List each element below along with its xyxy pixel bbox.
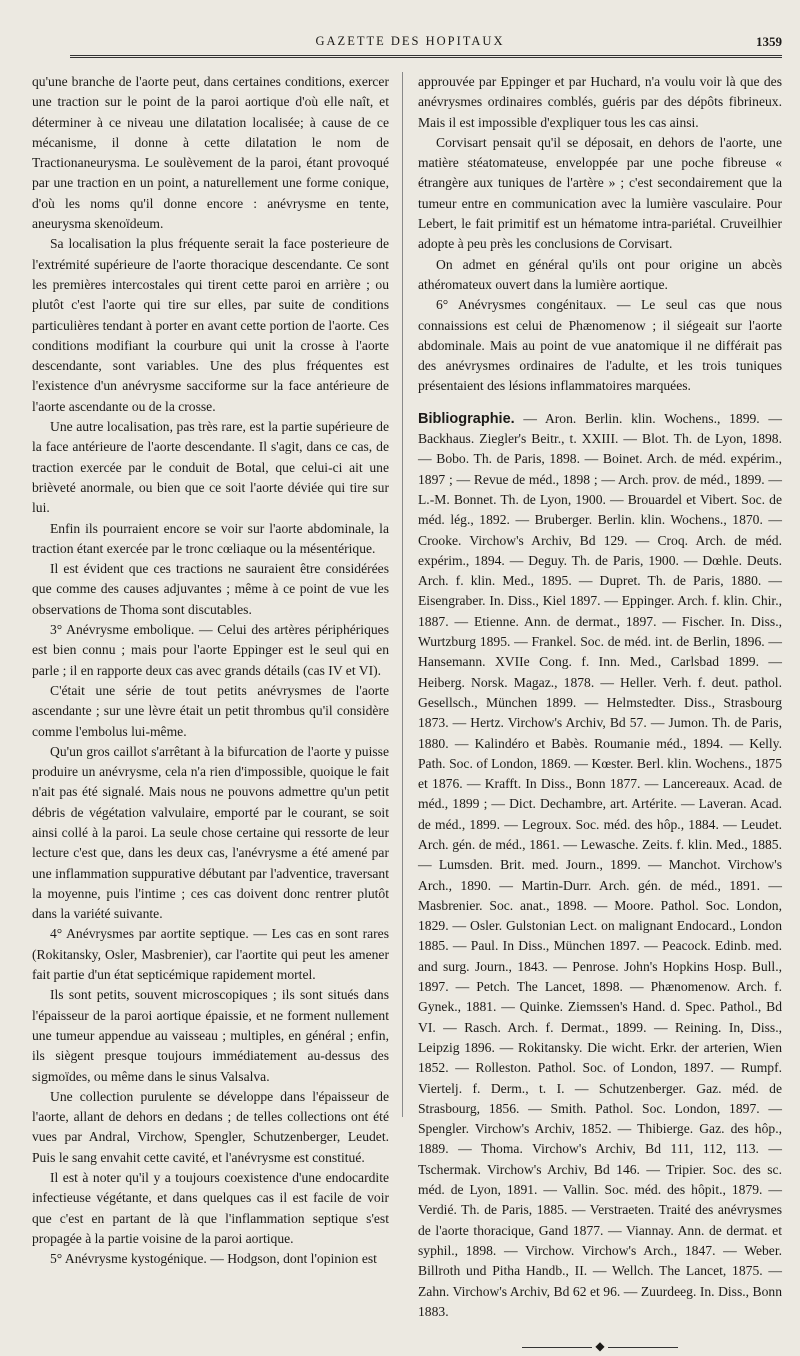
paragraph: 3° Anévrysme embolique. — Celui des artères périphériques est bien connu ; mais pour l'aorte Eppinger est le seul qui en parle ; il en rapporte deux cas avec grands détails (cas IV et VI). [32,622,389,678]
paragraph: Une autre localisation, pas très rare, est la partie supérieure de la face antérieure de l'aorte descendante. Il s'agit, dans ce cas, de traction exercée par le conduit de Botal, que celui-ci ait une brièveté anormale, ou bien que ce soit l'aorte déviée qui tire sur lui. [32,419,389,516]
paragraph: On admet en général qu'ils ont pour origine un abcès athéromateux ouvert dans la lumière aortique. [418,256,782,292]
paragraph: C'était une série de tout petits anévrysmes de l'aorte ascendante ; sur une lèvre était un petit thrombus qu'il considère comme l'embolus lui-même. [32,682,389,739]
paragraph: Il est à noter qu'il y a toujours coexistence d'une endocardite infectieuse végétante, et dans quelques cas il est facile de voir que c'est en partant de là que l'inflammation septique s'est propagée à la partie voisine de la paroi aortique. [32,1170,389,1246]
paragraph: Ils sont petits, souvent microscopiques ; ils sont situés dans l'épaisseur de la paroi aortique épaissie, et ne forment nullement une tumeur appendue au vaisseau ; multiples, en général ; enfin, ils siègent presque toujours immédiatement au-dessus des sigmoïdes, ou même dans le sinus Valsalva. [32,987,389,1084]
right-column [418,72,782,1356]
header-rule [70,57,782,58]
paragraph: Corvisart pensait qu'il se déposait, en dehors de l'aorte, une matière stéatomateuse, enveloppée par une poche fibreuse « étrangère aux tuniques de l'artère » ; c'est secondairement que la tumeur entre en communication avec la lumière vasculaire. Pour Lebert, le fait primitif est un hématome intra-pariétal. Cruveilhier adopte à peu près les conclusions de Corvisart. [418,134,782,252]
paragraph: Enfin ils pourraient encore se voir sur l'aorte abdominale, la traction étant exercée par le tronc cœliaque ou la mésentérique. [32,520,389,556]
paragraph: Une collection purulente se développe dans l'épaisseur de l'aorte, allant de dehors en dedans ; de telles collections ont été vues par Andral, Virchow, Spengler, Schutzenberger, Leudet. Puis le sang envahit cette cavité, et l'anévrysme est constitué. [32,1088,389,1165]
bibliography-entries: — Aron. Berlin. klin. Wochens., 1899. — Backhaus. Ziegler's Beitr., t. XXIII. — Blot. Th. de Lyon, 1898. — Bobo. Th. de Paris, 1898. — Boinet. Arch. de méd. expérim., 1897 ; — Revue de méd., 1898 ; — Arch. prov. de méd., 1899. — L.-M. Bonnet. Th. de Lyon, 1900. — Brouardel et Vibert. Soc. de méd. lég., 1892. — Bruberger. Berlin. klin. Wochens., 1870. — Crooke. Virchow's Archiv, Bd 129. — Croq. Arch. de méd. expérim., 1894. — Deguy. Th. de Paris, 1900. — Dœhle. Deuts. Arch. f. klin. Med., 1895. — Dupret. Th. de Paris, 1880. — Eisengraber. In. Diss., Kiel 1897. — Eppinger. Arch. f. klin. Chir., 1887. — Etienne. Ann. de dermat., 1897. — Fischer. In. Diss., Wurtzburg 1895. — Frankel. Soc. de méd. int. de Berlin, 1896. — Hansemann. XVIIe Cong. f. Inn. Med., Carlsbad 1899. — Heiberg. Norsk. Magaz., 1878. — Heller. Verh. f. deut. pathol. Gesellsch., München 1899. — Helmstedter. Diss., Strasbourg 1873. — Hertz. Virchow's Archiv, Bd 57. — Jumon. Th. de Paris, 1880. — Kalindéro et Babès. Roumanie méd., 1894. — Kelly. Path. Soc. of London, 1869. — Kœster. Berl. klin. Wochens., 1875 et 1876. — Krafft. In Diss., Bonn 1877. — Lancereaux. Acad. de méd., 1899 ; — Dict. Dechambre, art. Artérite. — Laveran. Acad. de méd., 1899. — Legroux. Soc. méd. des hôp., 1884. — Leudet. Arch. gén. de méd., 1861. — Lewasche. Zeits. f. klin. Med., 1885. — Lumsden. Brit. med. Journ., 1899. — Manchot. Virchow's Arch., 1890. — Martin-Durr. Arch. gén. de méd., 1891. — Masbrenier. Soc. anat., 1898. — Moore. Pathol. Soc. London, 1829. — Osler. Gulstonian Lect. on malignant Endocard., London 1885. — Paul. In Diss., München 1897. — Peacock. Edinb. med. and surg. Journ., 1843. — Penrose. John's Hopkins Hosp. Bull., 1897. — Petch. The Lancet, 1898. — Phænomenow. Arch. f. Gynek., 1881. — Quinke. Ziemssen's Hand. d. Spec. Pathol., Bd VI. — Rasch. Arch. f. Dermat., 1899. — Reining. In, Diss., Leipzig 1896. — Rokitansky. Die wicht. Erkr. der arterien, Wien 1852. — Rolleston. Pathol. Soc. of London, 1897. — Rumpf. Viertelj. f. Derm., t. I. — Schutzenberger. Gaz. méd. de Strasbourg, 1856. — Smith. Pathol. Soc. London, 1897. — Spengler. Virchow's Archiv, 1852. — Thibierge. Gaz. des hôp., 1889. — Thoma. Virchow's Archiv, Bd 111, 112, 113. — Tschermak. Virchow's Archiv, Bd 146. — Tripier. Soc. des sc. méd. de Lyon, 1891. — Vallin. Soc. méd. des hôpit., 1879. — Verdié. Th. de Paris, 1885. — Verstraeten. Traité des anévrysmes de l'aorte thoracique, Gand 1877. — Viannay. Ann. de dermat. et syphil., 1898. — Virchow. Virchow's Arch., 1847. — Weber. Billroth und Pitha Handb., II. — Wellch. The Lancet, 1875. — Zahn. Virchow's Archiv, Bd 62 et 96. — Zuurdeeg. In. Diss., Bonn 1883. [418,410,782,1319]
paragraph: Sa localisation la plus fréquente serait la face posterieure de l'extrémité supérieure de l'aorte thoracique descendante. Ce sont les premières intercostales qui tirent cette paroi en arrière ; ou plutôt c'est l'aorte qui tire sur elles, par suite de conditions particulières tendant à porter en avant cette portion de l'aorte. Ces conditions modifiant la courbure qui unit la crosse à l'aorte descendante, sont variables. Une des plus fréquentes est l'existence d'un anévrysme sacciforme sur la face antérieure de l'aorte ascendante ou de la crosse. [32,236,389,414]
paragraph: Il est évident que ces tractions ne sauraient être considérées que comme des causes adjuvantes ; même à ce point de vue les observations de Thoma sont discutables. [32,561,389,617]
end-ornament [418,1336,782,1356]
bibliography [418,409,782,1322]
page-number: 1359 [756,34,782,49]
header-rule [70,55,782,56]
paragraph: qu'une branche de l'aorte peut, dans certaines conditions, exercer une traction sur le point de la paroi aortique d'où elle naît, et déterminer à ce niveau une dilatation localisée; à cause de ce mécanisme, il donne à cette dilatation le nom de Tractionaneurysma. Le soulèvement de la paroi, étant provoqué par une traction en un point, a naturellement une forme conique, d'où les noms qu'il donne encore : anévrysme en tente, aneurysma skenoïdeum. [32,74,389,232]
page-header [30,34,790,58]
paragraph: 5° Anévrysme kystogénique. — Hodgson, dont l'opinion est [50,1251,377,1267]
paragraph: 4° Anévrysmes par aortite septique. — Les cas en sont rares (Rokitansky, Osler, Masbrenier), car l'aortite qui peut les amener fait partie d'un état septicémique rapidement mortel. [32,926,389,983]
column-separator [402,72,403,1117]
ornament-glyph: ◆ [595,1339,605,1354]
left-column [32,72,389,1270]
running-title: GAZETTE DES HOPITAUX [315,34,505,48]
paragraph: 6° Anévrysmes congénitaux. — Le seul cas que nous connaissions est celui de Phænomenow ; il siégeait sur l'aorte abdominale. Mais au point de vue anatomique il ne différait pas des anévrysmes ordinaires de l'adulte, et les trois tuniques présentaient des lésions inflammatoires marquées. [418,297,782,394]
paragraph: approuvée par Eppinger et par Huchard, n'a voulu voir là que des anévrysmes ordinaires comblés, guéris par des dépôts fibrineux. Mais il est impossible d'expliquer tous les cas ainsi. [418,74,782,130]
paragraph: Qu'un gros caillot s'arrêtant à la bifurcation de l'aorte y puisse produire un anévrysme, cela n'a rien d'impossible, quoique le fait n'ait pas été signalé. Mais nous ne pouvons admettre qu'un petit débris de végétation valvulaire, emporté par le courant, se soit ainsi collé à la paroi. La seule chose certaine qui ressorte de leur lecture c'est que, dans les deux cas, l'anévrysme a été amené par une inflammation suppurative débutant par l'adventice, traversant la moyenne, puis l'intime ; ces cas doivent donc rentrer plutôt dans la variété suivante. [32,743,389,922]
bibliography-label: Bibliographie. [418,410,515,427]
